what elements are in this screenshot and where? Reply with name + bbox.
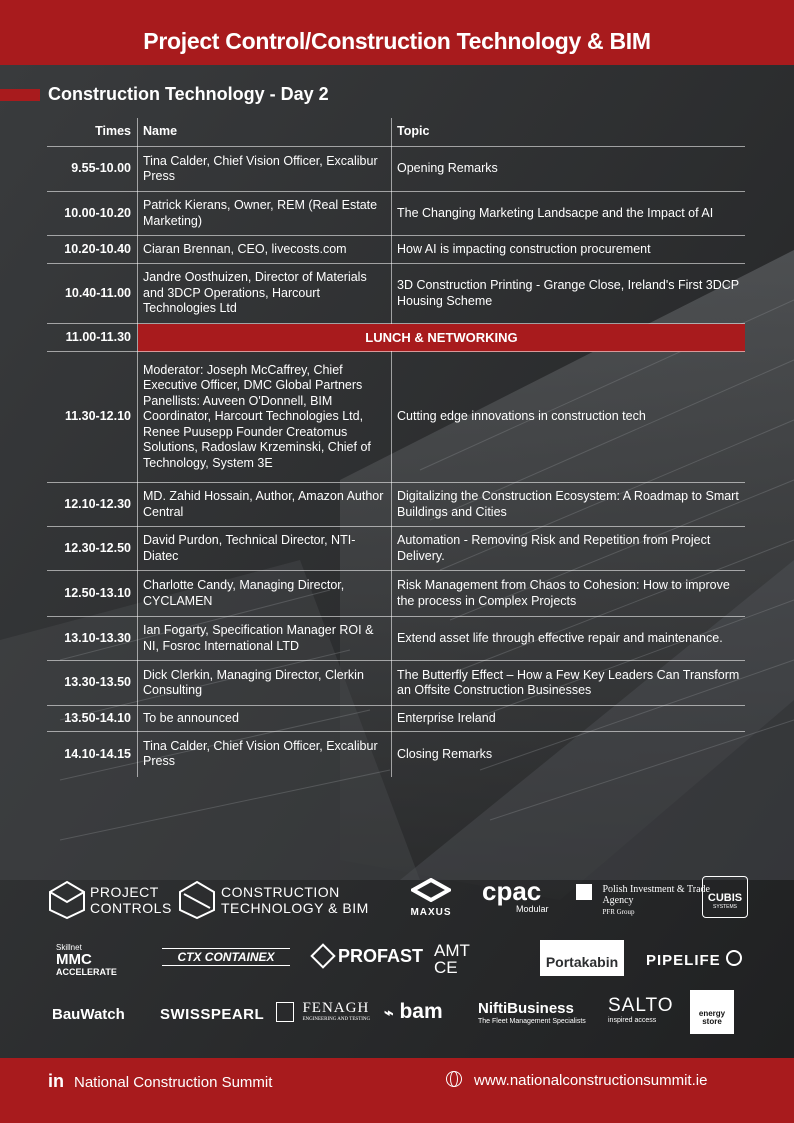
row-topic: Automation - Removing Risk and Repetition from Project Delivery. [392,527,746,571]
energy-store-logo [690,990,734,1034]
sponsor-logos [0,870,794,1040]
portakabin-logo: Portakabin [540,940,624,976]
row-topic: 3D Construction Printing - Grange Close, Ireland's First 3DCP Housing Scheme [392,264,746,324]
row-time: 13.10-13.30 [47,617,138,661]
bauwatch-logo: BauWatch [52,1006,125,1023]
row-topic: The Butterfly Effect – How a Few Key Leaders Can Transform an Offsite Construction Businesses [392,661,746,706]
nifti-text: NiftiBusiness [478,1000,574,1017]
pipelife-mark-icon [726,950,742,966]
row-time: 10.40-11.00 [47,264,138,324]
footer-right [446,1071,707,1089]
table-row [47,236,745,264]
amtce-logo: AMT CE [434,941,470,977]
globe-icon [446,1071,462,1087]
table-row [47,147,745,192]
salto-text: SALTO [608,995,674,1016]
maxus-mark-icon [411,878,451,902]
maxus-text: MAXUS [410,907,452,918]
cpac-logo [482,878,549,914]
row-name: Charlotte Candy, Managing Director, CYCLAMEN [138,571,392,617]
pipelife-text: PIPELIFE [646,952,721,969]
bam-text: bam [399,1000,443,1023]
schedule-table [47,118,745,777]
cubis-logo [702,876,748,918]
mmc-text: MMC [56,951,92,968]
row-name: To be announced [138,706,392,732]
row-name: Tina Calder, Chief Vision Officer, Excalibur Press [138,732,392,777]
row-topic: Enterprise Ireland [392,706,746,732]
table-row [47,617,745,661]
footer-bar [0,1058,794,1123]
row-name: Dick Clerkin, Managing Director, Clerkin Consulting [138,661,392,706]
row-topic: Opening Remarks [392,147,746,192]
pipelife-logo [646,950,742,969]
cpac-text: cpac [482,876,542,906]
mmc-accelerate-logo [56,942,117,978]
table-row [47,732,745,777]
lunch-row [47,324,745,352]
project-controls-mark-icon [48,880,86,920]
fenagh-text: FENAGH [302,1000,370,1016]
polish-agency-text: Polish Investment & Trade Agency [602,884,710,906]
table-row [47,483,745,527]
column-header-times: Times [47,118,138,147]
section-title: Construction Technology - Day 2 [48,84,329,104]
polish-agency-logo [576,884,712,919]
table-header-row [47,118,745,147]
containex-logo: CTX CONTAINEX [162,948,290,966]
project-controls-text: PROJECT CONTROLS [90,884,172,916]
row-name: Patrick Kierans, Owner, REM (Real Estate Marketing) [138,192,392,236]
row-time: 13.50-14.10 [47,706,138,732]
header-bar [0,0,794,65]
row-name: Ian Fogarty, Specification Manager ROI & NI, Fosroc International LTD [138,617,392,661]
nifti-business-logo [478,1002,586,1028]
construction-tech-mark-icon [178,880,216,920]
energy-store-text: energy store [698,1009,726,1026]
page-title: Project Control/Construction Technology & BIM [143,27,651,54]
profast-logo [314,946,423,967]
table-row [47,264,745,324]
fenagh-sub-text: ENGINEERING AND TESTING [302,1017,371,1022]
table-row [47,661,745,706]
row-topic: The Changing Marketing Landsacpe and the Impact of AI [392,192,746,236]
polish-agency-sub-text: PFR Group [602,908,635,916]
fenagh-logo [276,1002,370,1026]
table-row [47,571,745,617]
row-name: Moderator: Joseph McCaffrey, Chief Executive Officer, DMC Global Partners Panellists: Auveen O'Donnell, BIM Coordinator, Harcourt Technologies Ltd, Renee Puusepp Founder Creatomus Solutions, Radoslaw Krzeminski, Chief of Technology, System 3E [138,352,392,483]
row-topic: Digitalizing the Construction Ecosystem: A Roadmap to Smart Buildings and Cities [392,483,746,527]
linkedin-icon[interactable]: in [48,1071,64,1091]
lunch-banner: LUNCH & NETWORKING [138,324,746,352]
mmc-top-text: Skillnet [56,943,82,952]
nifti-sub-text: The Fleet Management Specialists [478,1018,586,1025]
row-time: 13.30-13.50 [47,661,138,706]
bam-mark-icon: ⌁ [384,1005,394,1022]
footer-summit-name: National Construction Summit [74,1074,273,1091]
cubis-text: CUBIS [707,892,743,904]
row-name: Tina Calder, Chief Vision Officer, Excalibur Press [138,147,392,192]
mmc-sub-text: ACCELERATE [56,967,117,977]
column-header-topic: Topic [392,118,746,147]
table-row [47,706,745,732]
row-name: Jandre Oosthuizen, Director of Materials and 3DCP Operations, Harcourt Technologies Ltd [138,264,392,324]
row-topic: Cutting edge innovations in construction tech [392,352,746,483]
row-topic: Extend asset life through effective repair and maintenance. [392,617,746,661]
row-time: 12.50-13.10 [47,571,138,617]
salto-sub-text: inspired access [608,1017,657,1024]
polish-agency-mark-icon [576,884,592,900]
salto-logo [608,995,674,1028]
table-row [47,352,745,483]
row-time: 14.10-14.15 [47,732,138,777]
construction-tech-text: CONSTRUCTION TECHNOLOGY & BIM [221,884,369,916]
row-topic: Closing Remarks [397,746,493,761]
fenagh-mark-icon [276,1002,294,1022]
section-accent-bar [0,89,40,101]
row-topic: Risk Management from Chaos to Cohesion: How to improve the process in Complex Projects [392,571,746,617]
row-time: 12.30-12.50 [47,527,138,571]
row-topic: How AI is impacting construction procurement [392,236,746,264]
row-time: 11.30-12.10 [47,352,138,483]
cpac-sub-text: Modular [516,904,549,914]
footer-left [48,1071,272,1092]
swisspearl-logo: SWISSPEARL [160,1006,265,1023]
footer-website-link[interactable]: www.nationalconstructionsummit.ie [474,1072,708,1089]
row-time: 12.10-12.30 [47,483,138,527]
row-time: 10.00-10.20 [47,192,138,236]
row-name: David Purdon, Technical Director, NTI-Diatec [138,527,392,571]
row-name: Ciaran Brennan, CEO, livecosts.com [138,236,392,264]
row-time: 10.20-10.40 [47,236,138,264]
row-name: MD. Zahid Hossain, Author, Amazon Author Central [138,483,392,527]
bam-logo [384,1000,443,1024]
cubis-sub-text: SYSTEMS [713,904,737,910]
maxus-logo [398,878,464,918]
profast-mark-icon [310,943,335,968]
row-time: 11.00-11.30 [47,324,138,352]
table-row [47,192,745,236]
table-row [47,527,745,571]
profast-text: PROFAST [338,946,424,966]
row-time: 9.55-10.00 [47,147,138,192]
column-header-name: Name [138,118,392,147]
